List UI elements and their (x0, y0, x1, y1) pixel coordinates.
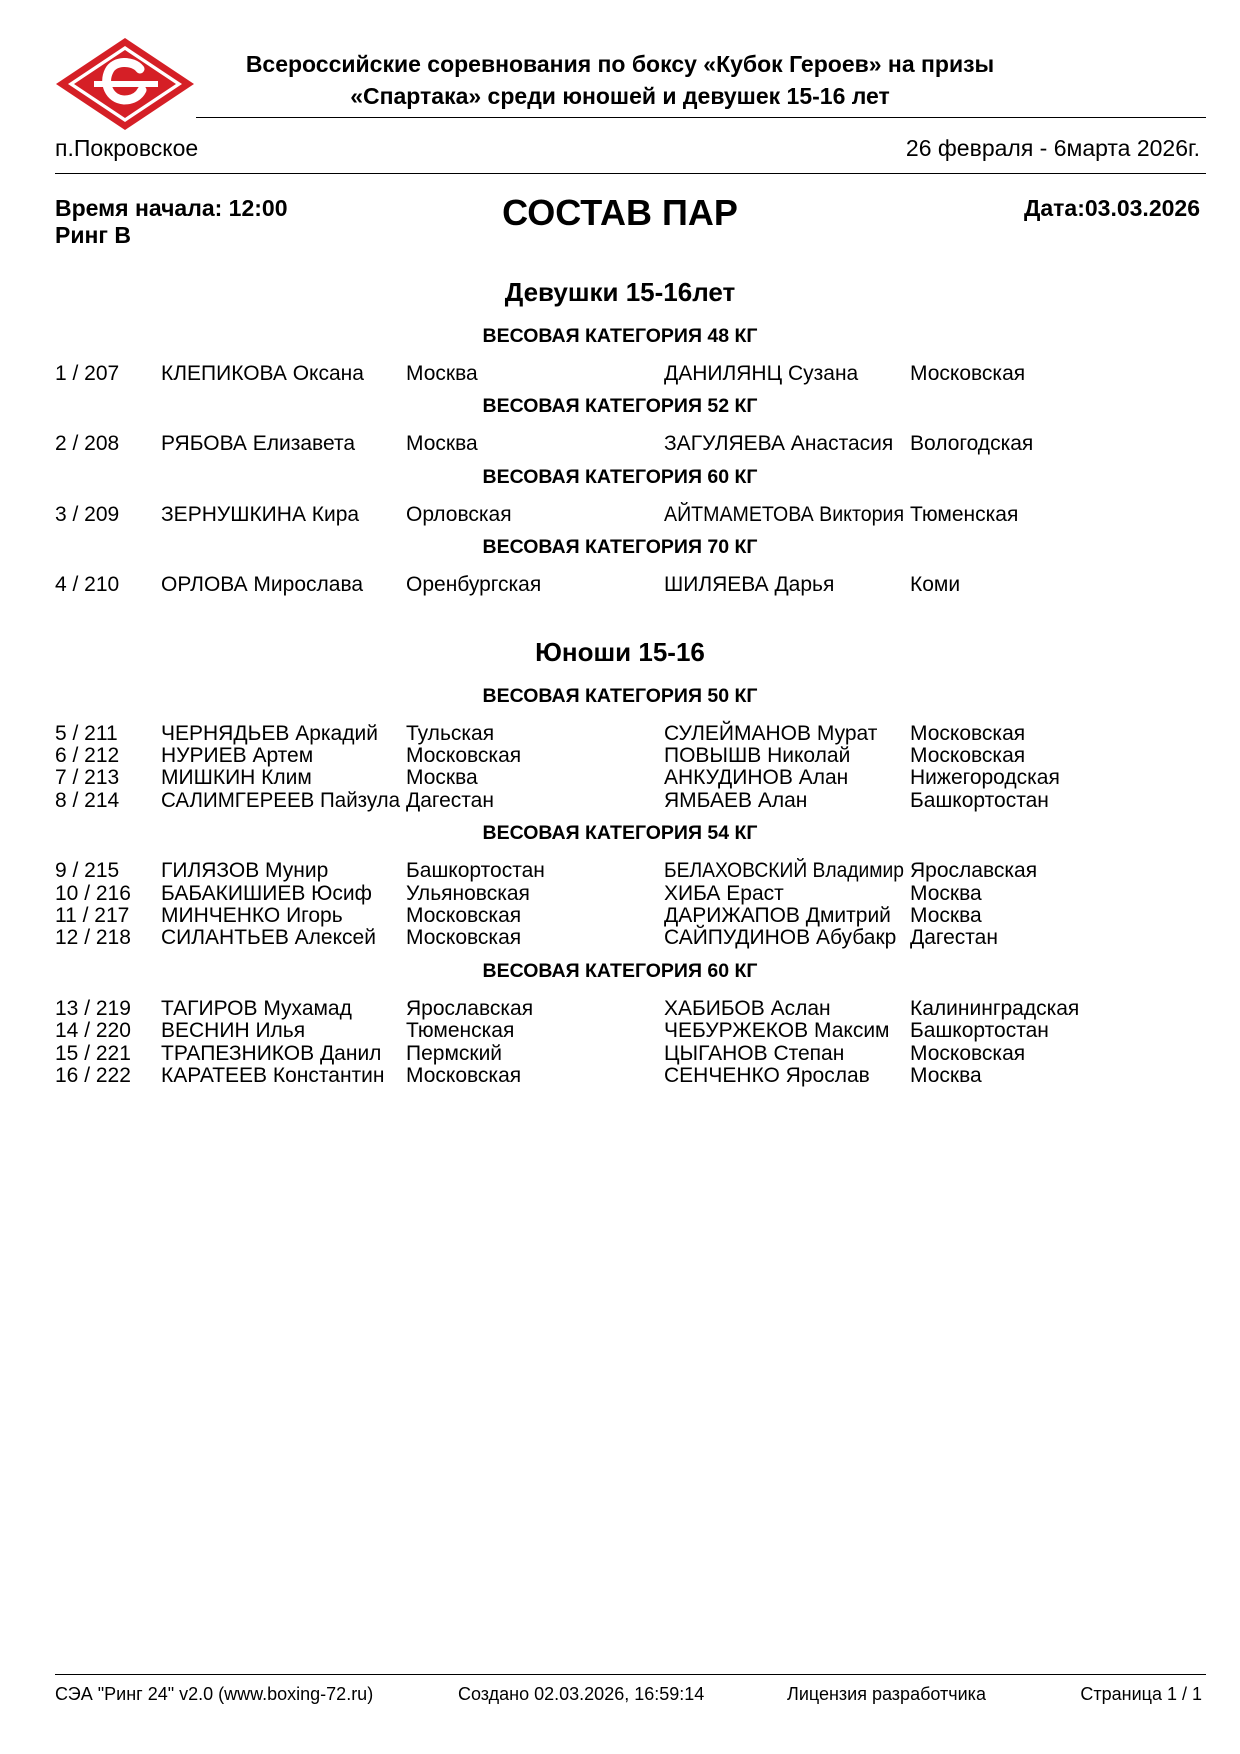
boxer-red-name-text: ТАГИРОВ Мухамад (161, 996, 352, 1020)
pair-row (0, 361, 1240, 386)
boxer-red-name (161, 721, 378, 746)
boxer-blue-name (664, 721, 877, 746)
pair-row (0, 903, 1240, 928)
boxer-red-region-text: Башкортостан (406, 859, 545, 883)
boxer-red-region (406, 572, 541, 597)
boxer-blue-region-text: Башкортостан (910, 788, 1049, 812)
pair-number (55, 765, 119, 790)
boxer-red-name (161, 1063, 385, 1088)
pair-number (55, 1063, 131, 1088)
pair-number-text: 4 / 210 (55, 573, 120, 597)
header-divider-2 (55, 173, 1206, 174)
boxer-blue-name-text: ХИБА Ераст (664, 881, 784, 905)
boxer-red-name-text: ТРАПЕЗНИКОВ Данил (161, 1041, 382, 1065)
pair-row (0, 1063, 1240, 1088)
boxer-blue-name (664, 788, 807, 813)
boxer-blue-name-text: ЯМБАЕВ Алан (664, 788, 808, 812)
page-title: СОСТАВ ПАР (502, 192, 738, 233)
pair-number (55, 502, 119, 527)
boxer-blue-name-text: ДАНИЛЯНЦ Сузана (664, 362, 859, 385)
boxer-red-region (406, 1063, 521, 1088)
boxer-red-name (161, 361, 364, 386)
boxer-blue-region-text: Нижегородская (910, 766, 1060, 790)
pair-number (55, 788, 119, 813)
pair-number-text: 16 / 222 (55, 1064, 131, 1087)
weight-category-title: ВЕСОВАЯ КАТЕГОРИЯ 60 КГ (482, 959, 758, 982)
pair-number (55, 996, 131, 1021)
boxer-red-region-text: Москва (406, 362, 478, 385)
boxer-blue-name-text: ПОВЫШВ Николай (664, 744, 851, 767)
pair-number (55, 1041, 131, 1066)
pair-row (0, 721, 1240, 746)
boxer-blue-name (664, 925, 896, 950)
boxer-blue-name-text: АНКУДИНОВ Алан (664, 766, 849, 790)
boxer-red-name (161, 572, 363, 597)
boxer-red-region (406, 361, 478, 386)
boxer-blue-name-text: БЕЛАХОВСКИЙ Владимир (664, 859, 905, 883)
boxer-blue-name-text: ЦЫГАНОВ Степан (664, 1041, 845, 1065)
boxer-red-region (406, 1041, 502, 1066)
pair-number-text: 11 / 217 (55, 904, 130, 927)
boxer-red-name (161, 431, 355, 456)
boxer-red-name-text: ОРЛОВА Мирослава (161, 573, 364, 597)
document-date: Дата:03.03.2026 (1023, 195, 1200, 221)
pair-number-text: 1 / 207 (55, 362, 120, 385)
boxer-red-name (161, 1018, 305, 1043)
boxer-blue-region (910, 1018, 1049, 1043)
boxer-blue-name (664, 996, 831, 1021)
event-title (200, 48, 1040, 112)
boxer-red-region-text: Московская (406, 926, 522, 950)
pair-row (0, 788, 1240, 813)
pair-number (55, 361, 119, 386)
pair-number-text: 8 / 214 (55, 788, 120, 812)
header-divider (196, 117, 1206, 118)
boxer-red-name-text: СИЛАНТЬЕВ Алексей (161, 926, 376, 950)
boxer-red-region (406, 721, 494, 746)
boxer-red-name (161, 881, 372, 906)
boxer-blue-name-text: АЙТМАМЕТОВА Виктория (664, 502, 905, 526)
pair-row (0, 858, 1240, 883)
boxer-red-region-text: Тюменская (406, 1019, 515, 1043)
pair-number-text: 3 / 209 (55, 502, 120, 526)
boxer-red-name-text: САЛИМГЕРЕЕВ Пайзула (161, 788, 401, 812)
boxer-blue-region (910, 361, 1025, 386)
boxer-blue-name (664, 743, 850, 768)
boxer-blue-region-text: Москва (910, 1064, 982, 1087)
boxer-blue-region (910, 572, 960, 597)
pair-number-text: 10 / 216 (55, 881, 131, 905)
boxer-red-name (161, 1041, 381, 1066)
pair-row (0, 431, 1240, 456)
boxer-blue-name-text: САЙПУДИНОВ Абубакр (664, 926, 897, 950)
pair-row (0, 743, 1240, 768)
boxer-blue-region (910, 1041, 1025, 1066)
boxer-blue-region (910, 1063, 982, 1088)
boxer-blue-name (664, 572, 834, 597)
boxer-red-region (406, 903, 521, 928)
boxer-blue-name-text: СУЛЕЙМАНОВ Мурат (664, 721, 878, 745)
boxer-red-name-text: МИНЧЕНКО Игорь (161, 904, 343, 927)
footer-divider (55, 1674, 1206, 1675)
boxer-blue-region (910, 925, 998, 950)
boxer-blue-name (664, 903, 891, 928)
boxer-red-region-text: Пермский (406, 1041, 503, 1065)
footer-license: Лицензия разработчика (787, 1684, 986, 1704)
boxer-red-name (161, 858, 328, 883)
pair-row (0, 1041, 1240, 1066)
pair-number-text: 12 / 218 (55, 926, 131, 950)
event-title-line-2: «Спартака» среди юношей и девушек 15-16 лет (350, 83, 890, 109)
boxer-red-name-text: НУРИЕВ Артем (161, 744, 314, 767)
boxer-red-name (161, 502, 359, 527)
boxer-red-region-text: Московская (406, 744, 522, 767)
boxer-blue-name (664, 881, 784, 906)
weight-category-title: ВЕСОВАЯ КАТЕГОРИЯ 52 КГ (482, 395, 758, 418)
boxer-blue-region-text: Москва (910, 881, 982, 905)
boxer-red-region-text: Оренбургская (406, 573, 542, 597)
boxer-blue-region-text: Коми (910, 573, 961, 597)
boxer-blue-region-text: Ярославская (910, 859, 1038, 883)
pair-row (0, 502, 1240, 527)
boxer-red-region (406, 502, 512, 527)
boxer-blue-name-text: СЕНЧЕНКО Ярослав (664, 1064, 870, 1087)
group-title: Девушки 15-16лет (504, 277, 736, 307)
pair-number (55, 881, 131, 906)
boxer-blue-name (664, 765, 848, 790)
pair-number-text: 14 / 220 (55, 1019, 131, 1043)
weight-category-title: ВЕСОВАЯ КАТЕГОРИЯ 70 КГ (482, 536, 758, 559)
boxer-blue-region (910, 996, 1079, 1021)
boxer-red-region-text: Тульская (406, 721, 495, 745)
boxer-blue-region (910, 903, 982, 928)
boxer-red-region-text: Московская (406, 1064, 522, 1087)
boxer-red-region (406, 431, 478, 456)
footer-page-number: Страница 1 / 1 (1080, 1684, 1202, 1704)
boxer-blue-name-text: ХАБИБОВ Аслан (664, 996, 831, 1020)
boxer-red-region-text: Ярославская (406, 996, 534, 1020)
boxer-blue-name (664, 361, 858, 386)
pair-number (55, 1018, 131, 1043)
boxer-red-name (161, 765, 312, 790)
boxer-blue-region-text: Башкортостан (910, 1019, 1049, 1043)
boxer-red-name-text: КАРАТЕЕВ Константин (161, 1064, 385, 1087)
boxer-blue-region (910, 765, 1060, 790)
boxer-red-name (161, 925, 376, 950)
boxer-red-name-text: РЯБОВА Елизавета (161, 432, 356, 456)
boxer-blue-name-text: ШИЛЯЕВА Дарья (664, 573, 835, 597)
pair-number (55, 903, 129, 928)
boxer-blue-region-text: Вологодская (910, 432, 1034, 456)
boxer-blue-region-text: Московская (910, 362, 1026, 385)
boxer-red-name-text: ЧЕРНЯДЬЕВ Аркадий (161, 721, 378, 745)
boxer-blue-region-text: Московская (910, 744, 1026, 767)
pair-number-text: 13 / 219 (55, 996, 131, 1020)
weight-category-title: ВЕСОВАЯ КАТЕГОРИЯ 50 КГ (482, 684, 758, 707)
pair-number (55, 431, 119, 456)
event-title-line-1: Всероссийские соревнования по боксу «Кубок Героев» на призы (245, 51, 995, 77)
boxer-red-name-text: ЗЕРНУШКИНА Кира (161, 502, 360, 526)
boxer-red-name-text: БАБАКИШИЕВ Юсиф (161, 881, 372, 905)
boxer-blue-region-text: Московская (910, 1041, 1026, 1065)
boxer-blue-region (910, 721, 1025, 746)
weight-category-title: ВЕСОВАЯ КАТЕГОРИЯ 60 КГ (482, 465, 758, 488)
boxer-blue-name (664, 858, 926, 883)
boxer-red-name (161, 996, 352, 1021)
boxer-red-region (406, 765, 478, 790)
boxer-blue-region (910, 858, 1037, 883)
boxer-blue-region-text: Калининградская (910, 996, 1080, 1020)
boxer-blue-region (910, 881, 982, 906)
boxer-red-region-text: Москва (406, 766, 478, 790)
boxer-red-region (406, 788, 494, 813)
pair-number (55, 858, 119, 883)
pair-number (55, 743, 119, 768)
boxer-blue-region (910, 502, 1018, 527)
boxer-red-region (406, 743, 521, 768)
boxer-red-region (406, 858, 545, 883)
boxer-blue-region-text: Дагестан (910, 926, 998, 950)
pair-number-text: 2 / 208 (55, 432, 120, 456)
ring-label: Ринг В (55, 222, 131, 248)
boxer-blue-name (664, 1041, 844, 1066)
boxer-blue-name (664, 431, 893, 456)
boxer-red-name-text: КЛЕПИКОВА Оксана (161, 362, 364, 385)
boxer-blue-region (910, 788, 1049, 813)
pair-number-text: 5 / 211 (55, 721, 118, 745)
boxer-red-region-text: Москва (406, 432, 478, 456)
boxer-red-region-text: Ульяновская (406, 881, 530, 905)
event-dates: 26 февраля - 6марта 2026г. (905, 135, 1200, 161)
boxer-blue-name (664, 1063, 870, 1088)
pair-number-text: 9 / 215 (55, 859, 120, 883)
boxer-red-name (161, 743, 313, 768)
start-time: Время начала: 12:00 (55, 195, 288, 221)
spartak-logo-icon (54, 36, 196, 132)
boxer-blue-name-text: ДАРИЖАПОВ Дмитрий (664, 904, 891, 927)
boxer-red-name-text: ВЕСНИН Илья (161, 1019, 306, 1043)
pair-row (0, 925, 1240, 950)
boxer-red-name (161, 788, 406, 813)
group-title: Юноши 15-16 (535, 636, 705, 667)
pair-number (55, 925, 131, 950)
boxer-blue-name (664, 1018, 889, 1043)
pair-number-text: 15 / 221 (55, 1041, 131, 1065)
boxer-red-name (161, 903, 343, 928)
venue-place: п.Покровское (55, 135, 199, 161)
boxer-blue-region (910, 431, 1033, 456)
boxer-blue-region (910, 743, 1025, 768)
boxer-red-region (406, 996, 533, 1021)
weight-category-title: ВЕСОВАЯ КАТЕГОРИЯ 48 КГ (482, 325, 758, 347)
pair-number (55, 572, 119, 597)
boxer-red-region-text: Дагестан (406, 788, 494, 812)
pair-row (0, 765, 1240, 790)
footer-created: Создано 02.03.2026, 16:59:14 (458, 1684, 705, 1704)
pair-number-text: 6 / 212 (55, 744, 120, 767)
boxer-red-name-text: МИШКИН Клим (161, 766, 312, 790)
boxer-red-region-text: Московская (406, 904, 522, 927)
boxer-blue-region-text: Московская (910, 721, 1026, 745)
pair-row (0, 572, 1240, 597)
weight-category-title: ВЕСОВАЯ КАТЕГОРИЯ 54 КГ (482, 822, 758, 845)
boxer-blue-name-text: ЧЕБУРЖЕКОВ Максим (664, 1019, 890, 1043)
boxer-red-region (406, 1018, 514, 1043)
pair-row (0, 1018, 1240, 1043)
boxer-red-region (406, 925, 521, 950)
boxer-red-region-text: Орловская (406, 502, 512, 526)
boxer-blue-name-text: ЗАГУЛЯЕВА Анастасия (664, 432, 894, 456)
boxer-red-name-text: ГИЛЯЗОВ Мунир (161, 859, 329, 883)
boxer-blue-region-text: Москва (910, 904, 982, 927)
pair-number-text: 7 / 213 (55, 766, 120, 790)
pair-row (0, 996, 1240, 1021)
boxer-blue-name (664, 502, 921, 527)
boxer-blue-region-text: Тюменская (910, 502, 1019, 526)
pair-number (55, 721, 118, 746)
boxer-red-region (406, 881, 530, 906)
pair-row (0, 881, 1240, 906)
footer-system: СЭА "Ринг 24" v2.0 (www.boxing-72.ru) (55, 1684, 374, 1704)
